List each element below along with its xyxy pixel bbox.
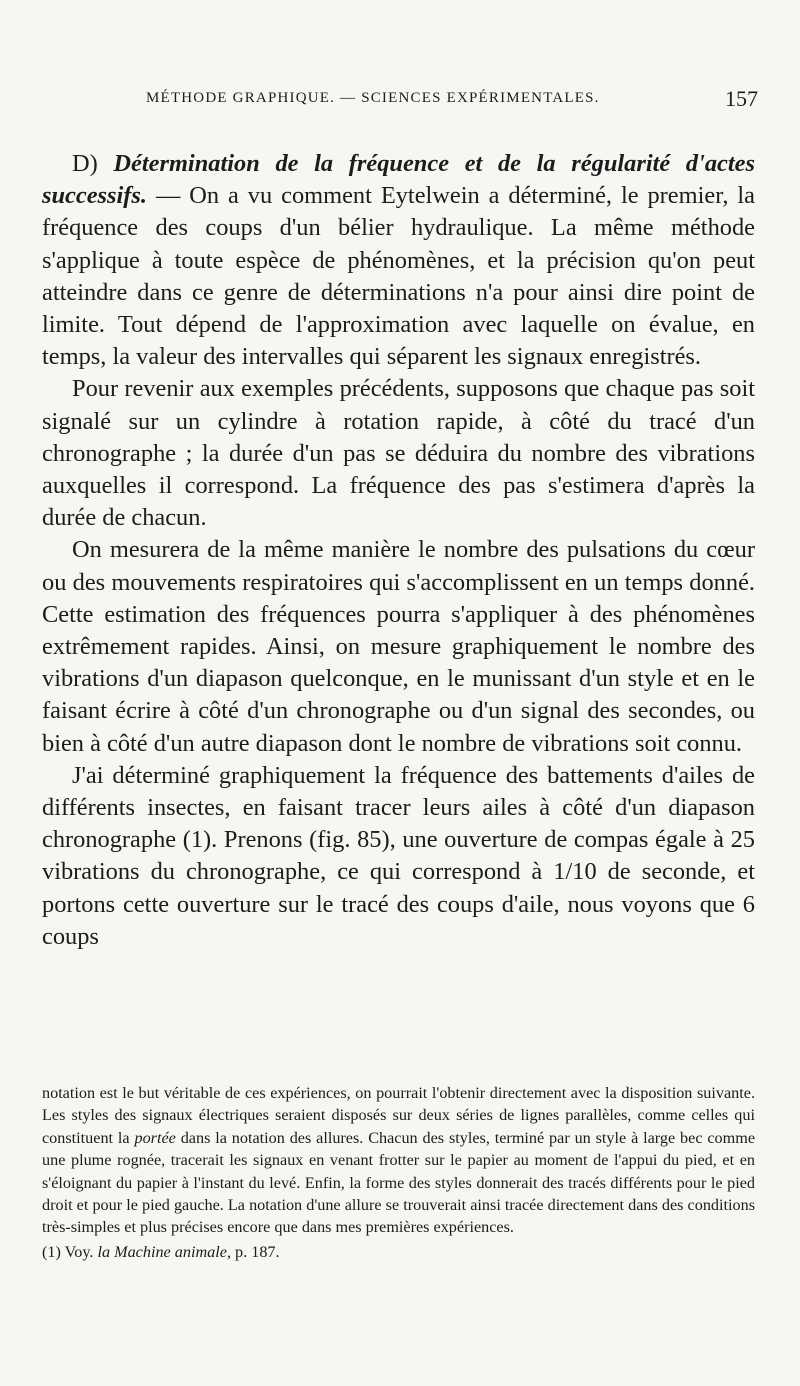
heading-dash: — xyxy=(147,182,190,210)
running-header xyxy=(42,88,758,118)
section-paragraph xyxy=(42,148,755,373)
page-number: 157 xyxy=(725,86,758,111)
running-title: MÉTHODE GRAPHIQUE. — SCIENCES EXPÉRIMENTALES. xyxy=(146,90,600,106)
reference-marker: (1) Voy. xyxy=(42,1242,94,1261)
footnote-text-part1: notation est le but véritable de ces expériences, on pourrait l'obtenir directement avec la disposition suivante. Les styles des signaux électriques seraient disposés sur deux séries de lignes parallèles, comme celles qui constituent la xyxy=(42,1084,755,1147)
reference-title: la Machine animale xyxy=(97,1242,227,1261)
section-paragraph-text: On a vu comment Eytelwein a déterminé, le premier, la fréquence des coups d'un bélier hydraulique. La même méthode s'applique à toute espèce de phénomènes, et la précision qu'on peut atteindre dans ce genre de déterminations n'a pour ainsi dire point de limite. Tout dépend de l'approximation avec laquelle on évalue, en temps, la valeur des intervalles qui séparent les signaux enregistrés. xyxy=(42,182,755,371)
paragraph-pulsations: On mesurera de la même manière le nombre des pulsations du cœur ou des mouvements respiratoires qui s'accomplissent en un temps donné. Cette estimation des fréquences pourra s'appliquer à des phénomènes extrêmement rapides. Ainsi, on mesure graphiquement le nombre des vibrations d'un diapason quelconque, en le munissant d'un style et en le faisant écrire à côté d'un chronographe ou d'un signal des secondes, ou bien à côté d'un autre diapason dont le nombre de vibrations soit connu. xyxy=(42,536,755,757)
footnote-reference xyxy=(42,1241,755,1263)
paragraph-steps: Pour revenir aux exemples précédents, supposons que chaque pas soit signalé sur un cylindre à rotation rapide, à côté du tracé d'un chronographe ; la durée d'un pas se déduira du nombre des vibrations auxquelles il correspond. La fréquence des pas s'estimera d'après la durée de chacun. xyxy=(42,375,755,532)
footnote-italic-word: portée xyxy=(134,1128,176,1147)
paragraph-insect-wings: J'ai déterminé graphiquement la fréquence des battements d'ailes de différents insectes, en faisant tracer leurs ailes à côté d'un diapason chronographe (1). Prenons (fig. 85), une ouverture de compas égale à 25 vibrations du chronographe, ce qui correspond à 1/10 de seconde, et portons cette ouverture sur le tracé des coups d'aile, nous voyons que 6 coups xyxy=(42,761,755,950)
reference-page: , p. 187. xyxy=(226,1242,280,1261)
section-heading: Détermination de la fréquence et de la régularité d'actes successifs. xyxy=(42,150,755,210)
footnote-text-part2: dans la notation des allures. Chacun des styles, terminé par un style à large bec comme une plume rognée, tracerait les signaux en venant frotter sur le papier au moment de l'appui du pied, et en s'éloignant du papier à l'instant du levé. Enfin, la forme des styles donnerait des tracés différents pour le pied droit et pour le pied gauche. La notation d'une allure se trouverait ainsi tracée directement dans des conditions très-simples et plus précises encore que dans mes premières expériences. xyxy=(42,1128,756,1237)
body-text xyxy=(42,148,755,953)
footnote-continuation xyxy=(42,1082,755,1239)
section-letter: D) xyxy=(72,150,98,177)
footnotes xyxy=(42,1082,755,1263)
